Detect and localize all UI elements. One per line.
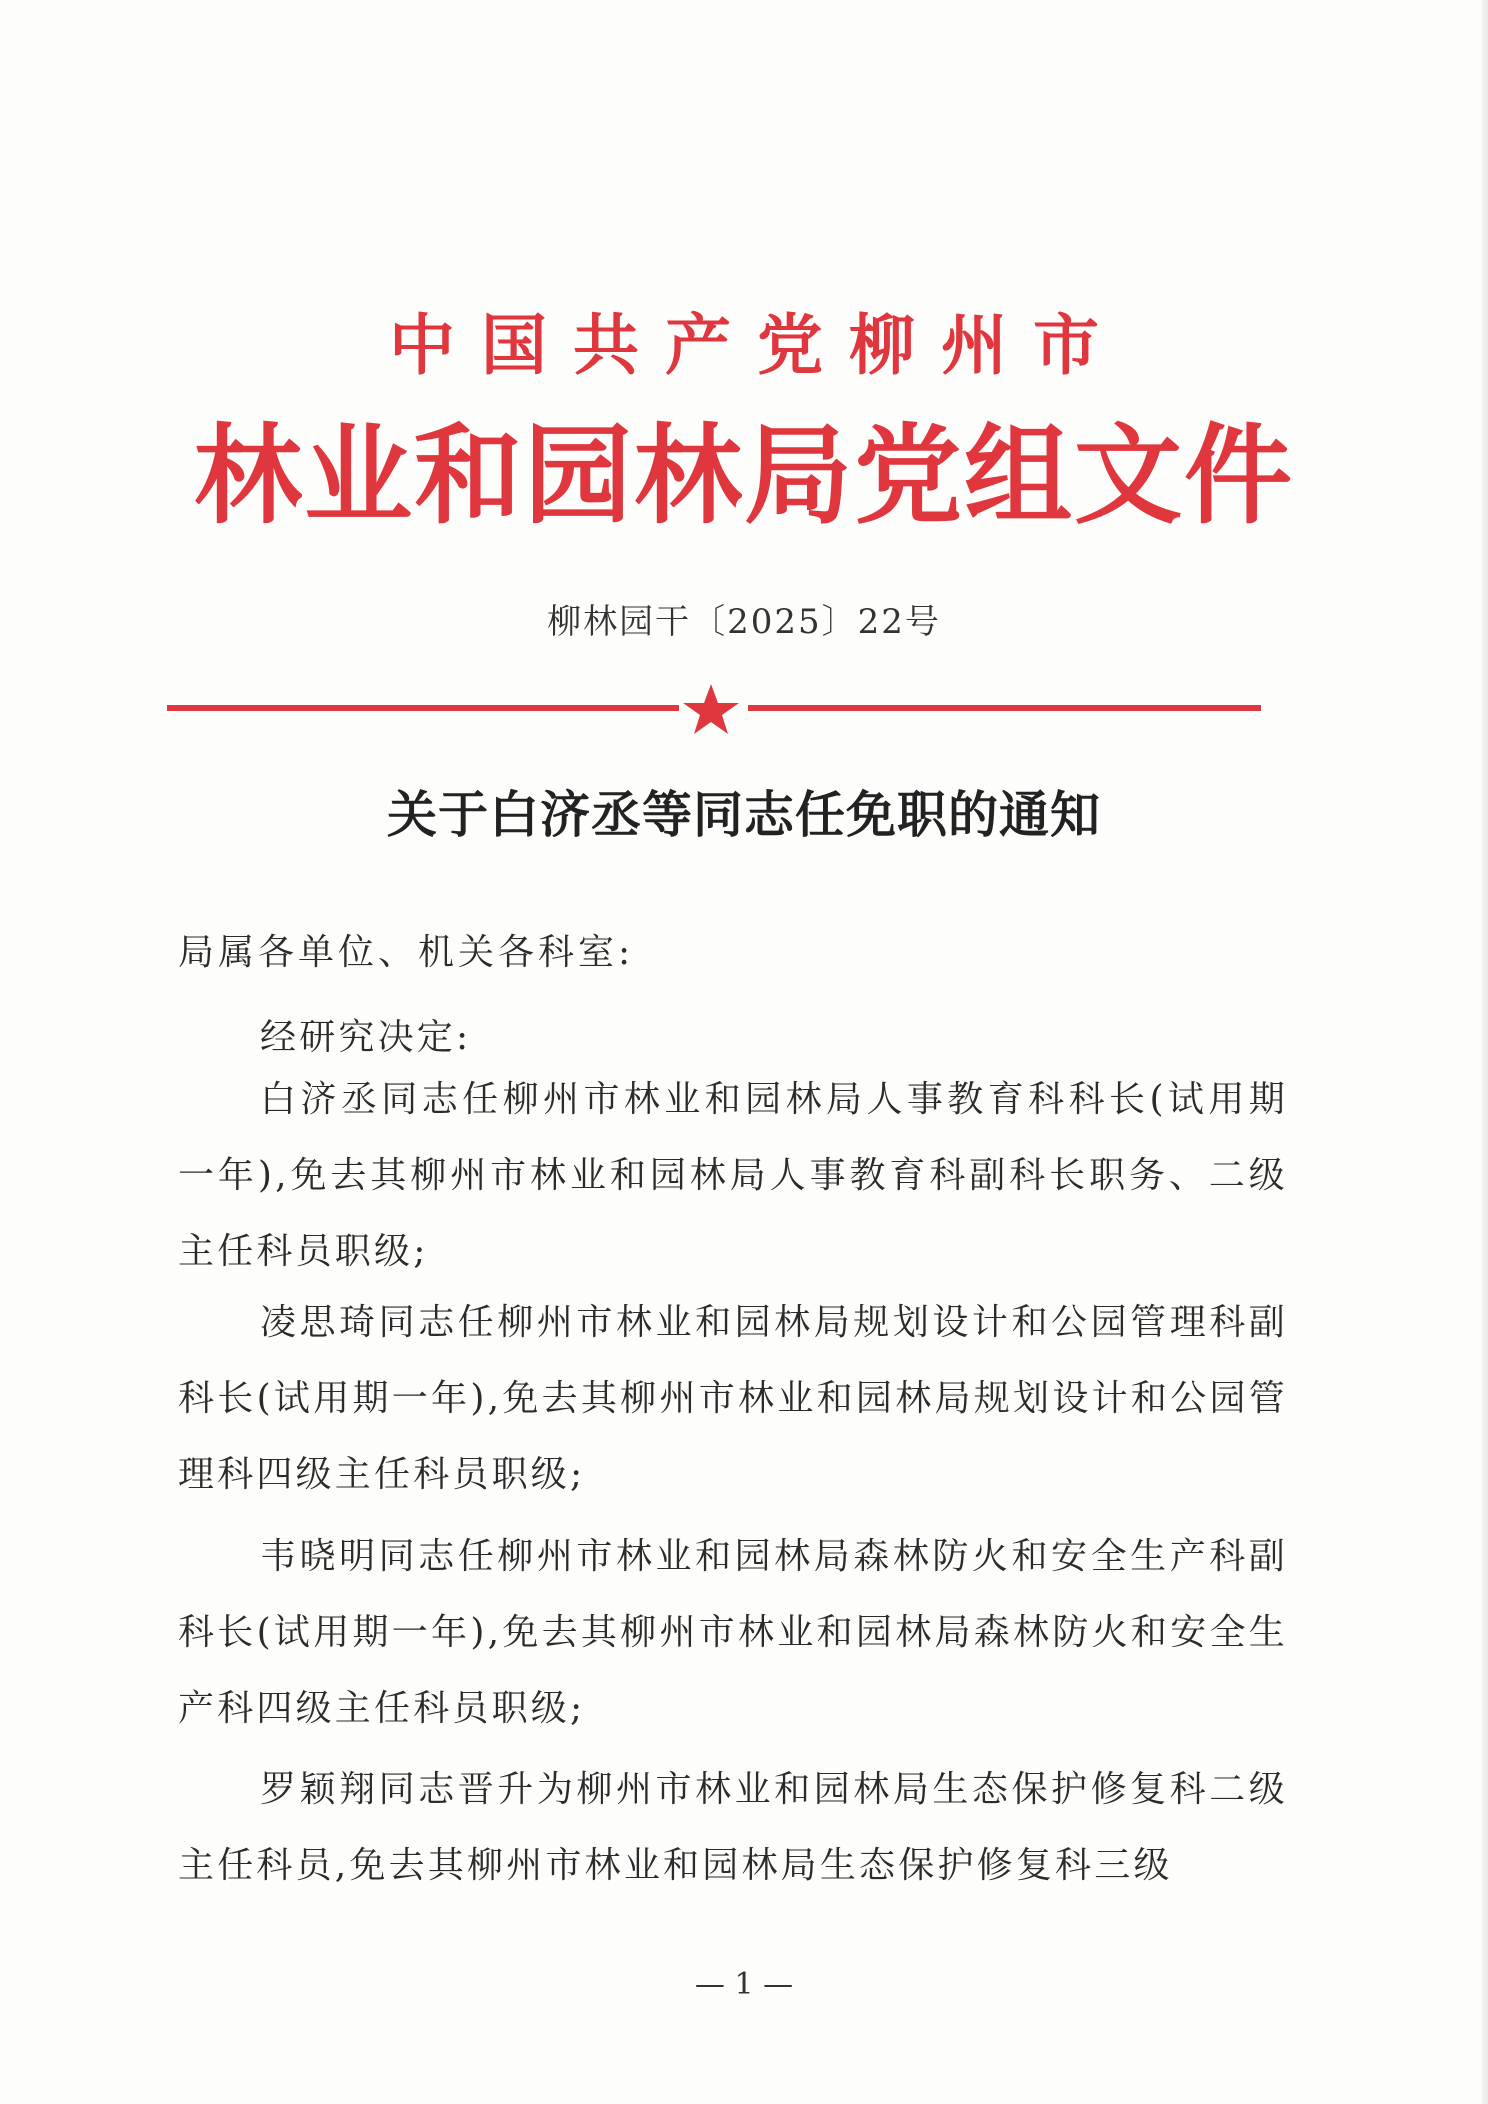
paragraph-4: 罗颖翔同志晋升为柳州市林业和园林局生态保护修复科二级主任科员,免去其柳州市林业和园林局生态保护修复科三级 <box>178 1769 1288 1886</box>
paragraph-3: 韦晓明同志任柳州市林业和园林局森林防火和安全生产科副科长(试用期一年),免去其柳州市林业和园林局森林防火和安全生产科四级主任科员职级; <box>178 1536 1288 1729</box>
issuer-line-1: 中国共产党柳州市 <box>389 307 1125 384</box>
salutation: 局属各单位、机关各科室: <box>178 932 635 973</box>
lead-sentence: 经研究决定: <box>260 1017 472 1058</box>
red-rule-left <box>167 705 679 711</box>
paragraph-1: 白济丞同志任柳州市林业和园林局人事教育科科长(试用期一年),免去其柳州市林业和园林局人事教育科副科长职务、二级主任科员职级; <box>178 1079 1288 1272</box>
red-rule-right <box>748 705 1261 711</box>
document-title: 关于白济丞等同志任免职的通知 <box>387 785 1101 844</box>
paragraph-2: 凌思琦同志任柳州市林业和园林局规划设计和公园管理科副科长(试用期一年),免去其柳州市林业和园林局规划设计和公园管理科四级主任科员职级; <box>178 1302 1288 1495</box>
star-icon <box>679 682 743 736</box>
document-number: 柳林园干〔2025〕22号 <box>547 602 941 642</box>
issuer-line-2: 林业和园林局党组文件 <box>193 414 1294 539</box>
page-number: — 1 — <box>694 1967 794 2002</box>
